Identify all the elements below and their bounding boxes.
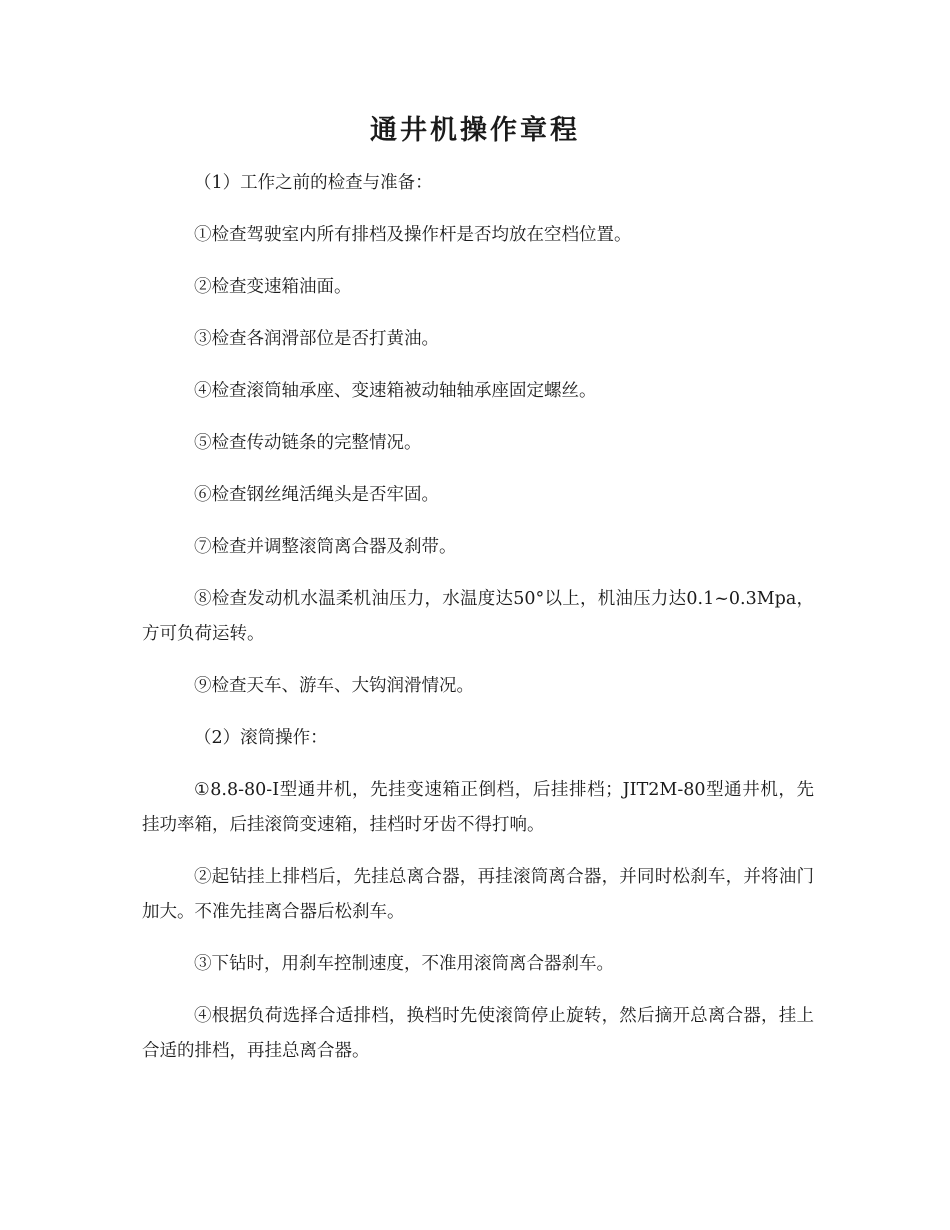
paragraph-14: ③下钻时，用刹车控制速度，不准用滚筒离合器刹车。: [194, 954, 614, 974]
paragraph-3: ②检查变速箱油面。: [194, 277, 352, 297]
paragraph-15: ④根据负荷选择合适排档，换档时先使滚筒停止旋转，然后摘开总离合器，挂上合适的排档，再挂总离合器。: [142, 1006, 814, 1061]
paragraph-2: ①检查驾驶室内所有排档及操作杆是否均放在空档位置。: [194, 225, 632, 245]
paragraph-6: ⑤检查传动链条的完整情况。: [194, 433, 422, 453]
paragraph-1: （1）工作之前的检查与准备：: [194, 173, 433, 193]
paragraph-9: ⑧检查发动机水温柔机油压力，水温度达50°以上，机油压力达0.1~0.3Mpa，方可负荷运转。: [142, 589, 814, 644]
paragraph-12: ①8.8-80-I型通井机，先挂变速箱正倒档，后挂排档；JIT2M-80型通井机，先挂功率箱，后挂滚筒变速箱，挂档时牙齿不得打响。: [142, 780, 814, 835]
paragraph-4: ③检查各润滑部位是否打黄油。: [194, 329, 439, 349]
paragraph-8: ⑦检查并调整滚筒离合器及刹带。: [194, 537, 457, 557]
paragraph-11: （2）滚筒操作：: [194, 728, 328, 748]
page-title: 通井机操作章程: [370, 115, 580, 146]
document-body: [142, 166, 814, 1086]
paragraph-5: ④检查滚筒轴承座、变速箱被动轴轴承座固定螺丝。: [194, 381, 597, 401]
paragraph-10: ⑨检查天车、游车、大钩润滑情况。: [194, 676, 474, 696]
paragraph-7: ⑥检查钢丝绳活绳头是否牢固。: [194, 485, 439, 505]
paragraph-13: ②起钻挂上排档后，先挂总离合器，再挂滚筒离合器，并同时松刹车，并将油门加大。不准先挂离合器后松刹车。: [142, 867, 814, 922]
